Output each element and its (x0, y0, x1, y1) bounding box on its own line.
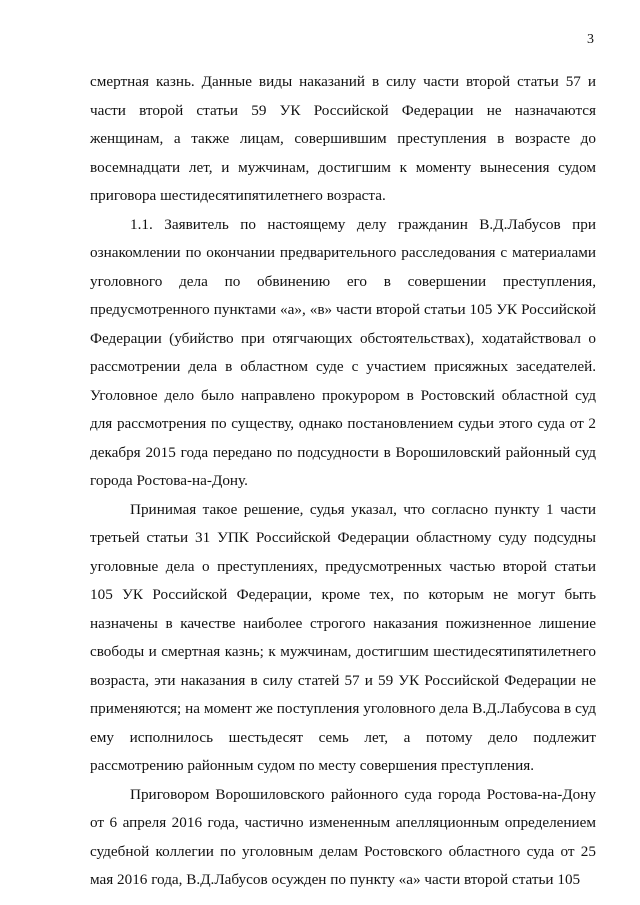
paragraph-1-1: 1.1. Заявитель по настоящему делу гражданин В.Д.Лабусов при ознакомлении по окончании предварительного расследования с материалами уголовного дела по обвинению его в совершении преступления, предусмотренного пунктами «а», «в» части второй статьи 105 УК Российской Федерации (убийство при отягчающих обстоятельствах), ходатайствовал о рассмотрении дела в областном суде с участием присяжных заседателей. Уголовное дело было направлено прокурором в Ростовский областной суд для рассмотрения по существу, однако постановлением судьи этого суда от 2 декабря 2015 года передано по подсудности в Ворошиловский районный суд города Ростова-на-Дону. (90, 215, 596, 489)
page-number: 3 (587, 32, 594, 47)
document-body (90, 68, 596, 895)
paragraph-judge-reasoning: Принимая такое решение, судья указал, что согласно пункту 1 части третьей статьи 31 УПК Российской Федерации областному суду подсудны уголовные дела о преступлениях, предусмотренных частью второй статьи 105 УК Российской Федерации, кроме тех, по которым не могут быть назначены в качестве наиболее строгого наказания пожизненное лишение свободы и смертная казнь; к мужчинам, достигшим шестидесятипятилетнего возраста, эти наказания в силу статей 57 и 59 УК Российской Федерации не применяются; на момент же поступления уголовного дела В.Д.Лабусова в суд ему исполнилось шестьдесят семь лет, а потому дело подлежит рассмотрению районным судом по месту совершения преступления. (90, 500, 596, 774)
paragraph-continuation: смертная казнь. Данные виды наказаний в силу части второй статьи 57 и части второй статьи 59 УК Российской Федерации не назначаются женщинам, а также лицам, совершившим преступления в возрасте до восемнадцати лет, и мужчинам, достигшим к моменту вынесения судом приговора шестидесятипятилетнего возраста. (90, 73, 596, 204)
paragraph-sentence: Приговором Ворошиловского районного суда города Ростова-на-Дону от 6 апреля 2016 года, частично измененным апелляционным определением судебной коллегии по уголовным делам Ростовского областного суда от 25 мая 2016 года, В.Д.Лабусов осужден по пункту «а» части второй статьи 105 (90, 785, 596, 888)
